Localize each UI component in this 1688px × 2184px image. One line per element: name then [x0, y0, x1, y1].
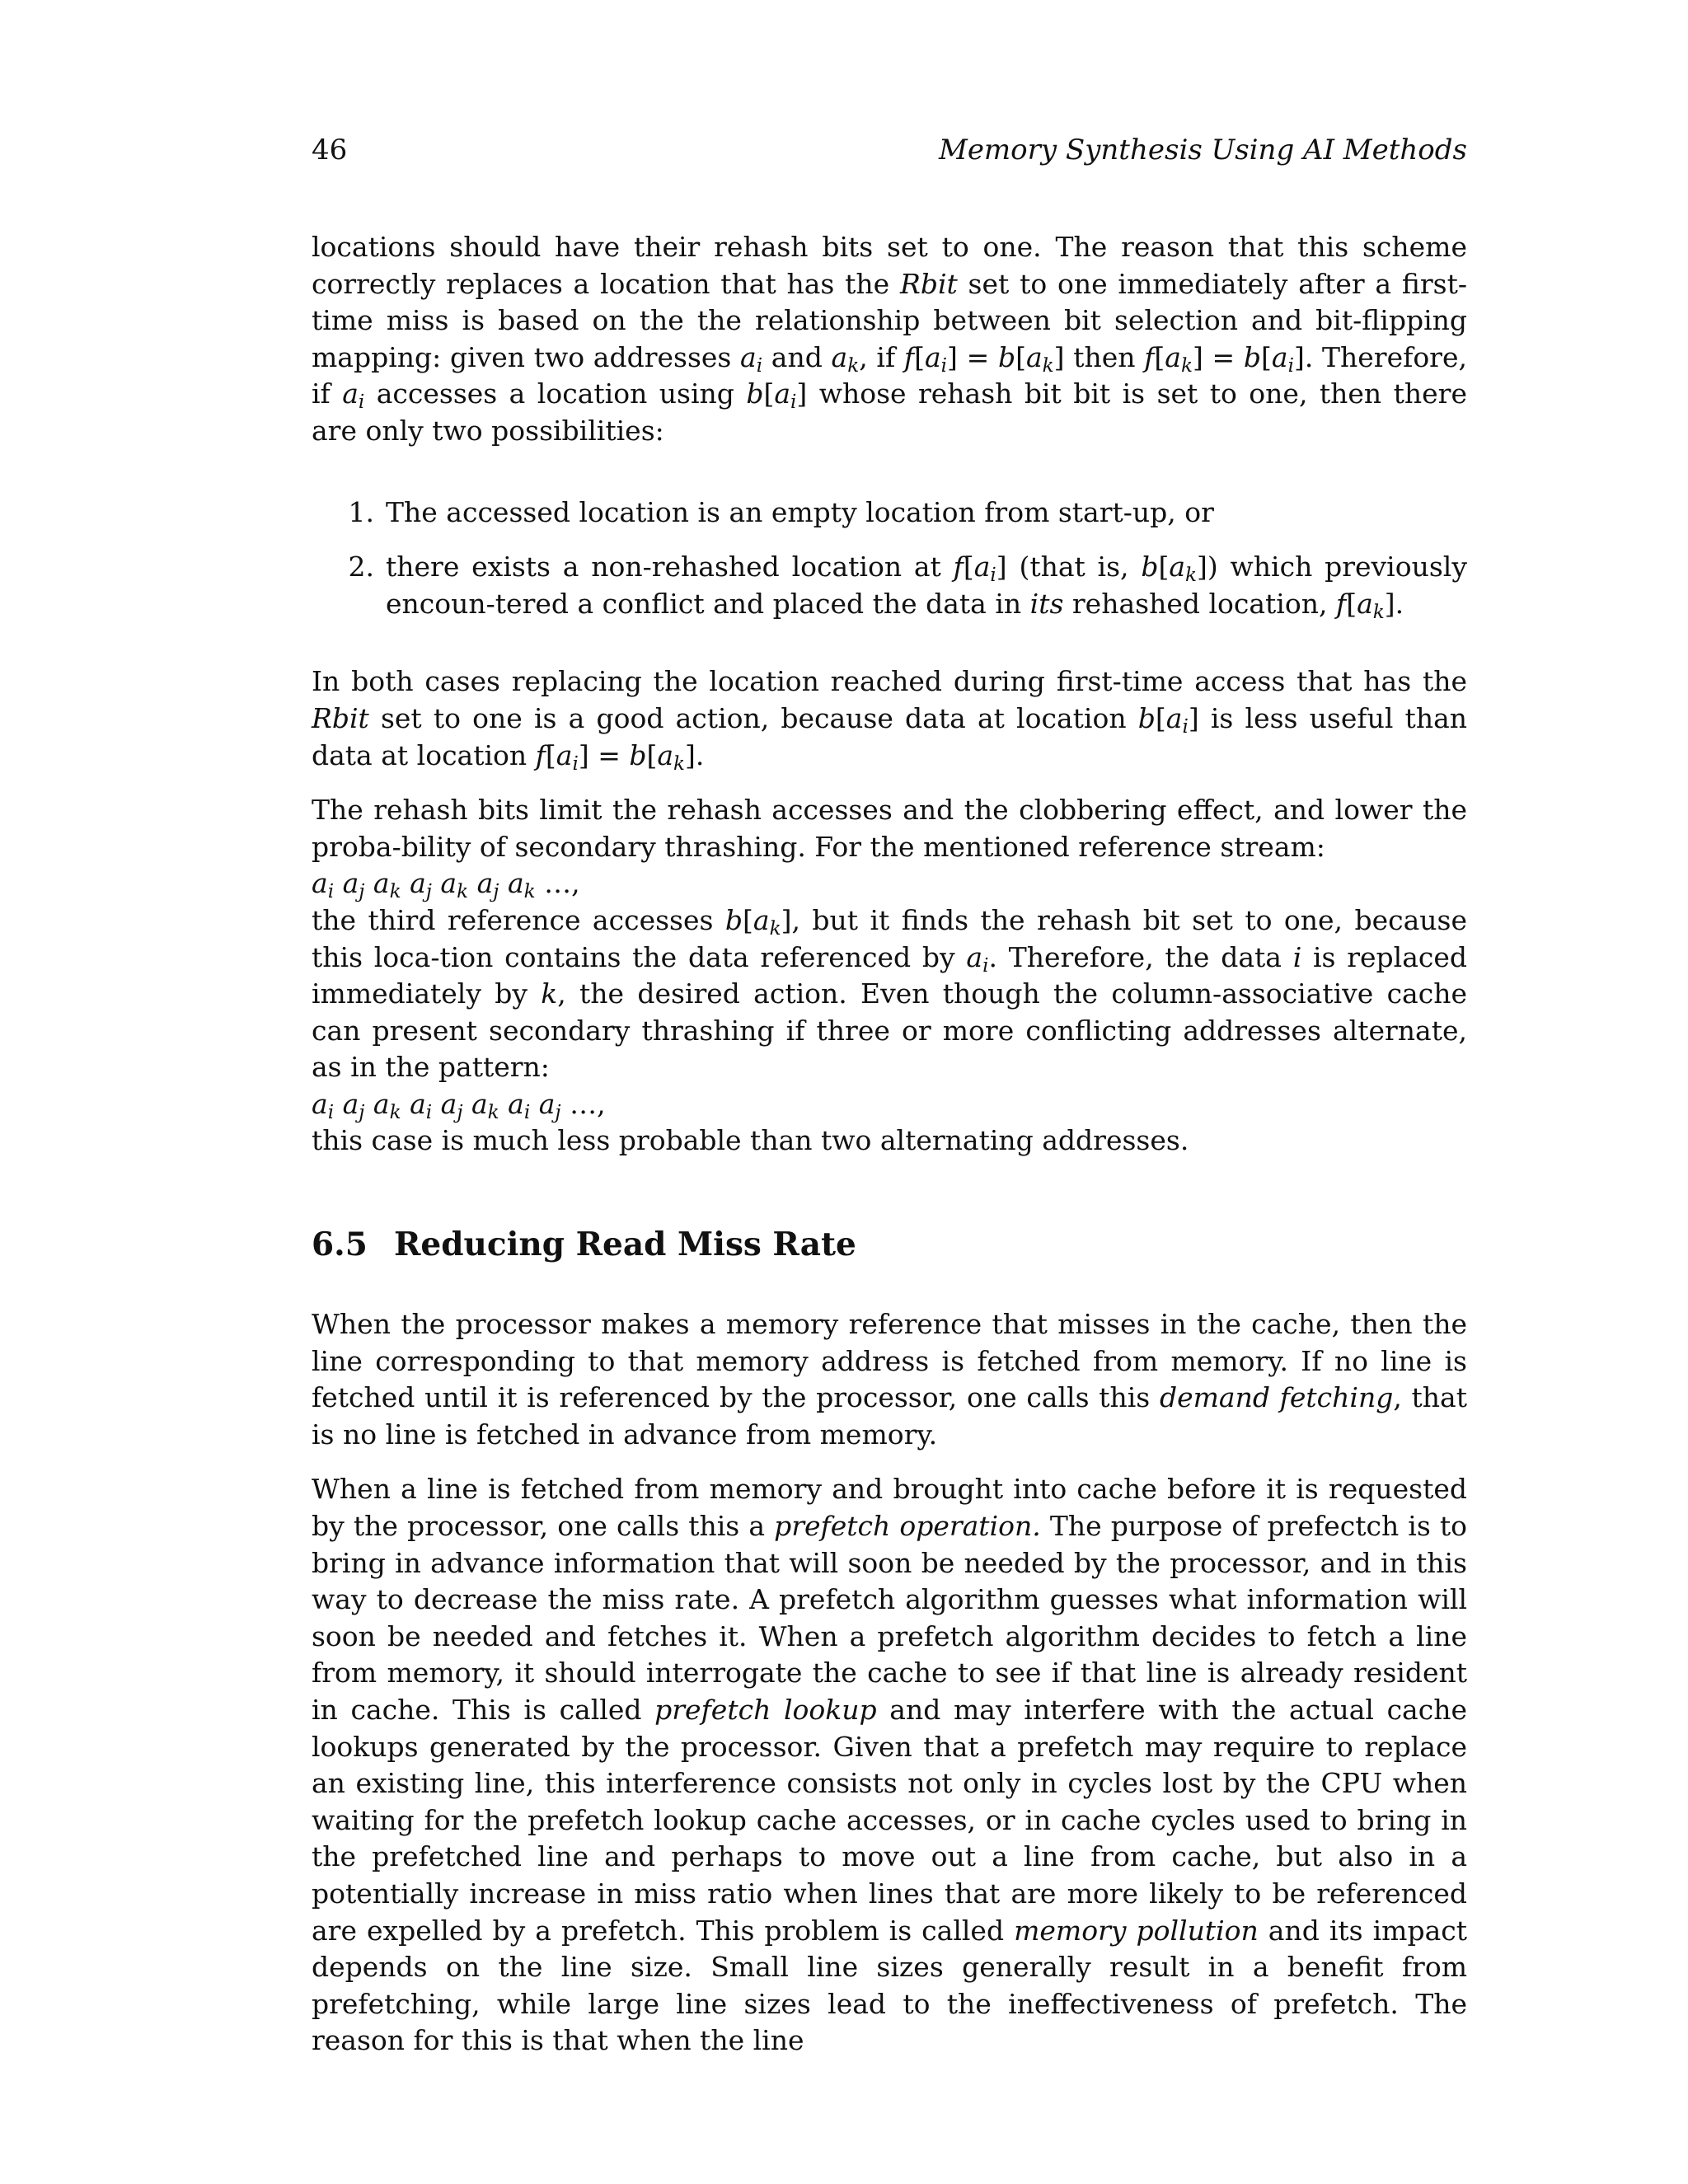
section-title: Reducing Read Miss Rate — [394, 1226, 856, 1264]
reference-stream-1: $a_i$ $a_j$ $a_k$ $a_j$ $a_k$ $a_j$ $a_k$ …, — [312, 867, 580, 903]
page-header — [312, 132, 1467, 168]
reference-stream-2: $a_i$ $a_j$ $a_k$ $a_i$ $a_j$ $a_k$ $a_i$ $a_j$ …, — [312, 1087, 606, 1123]
running-title: Memory Synthesis Using AI Methods — [939, 134, 1467, 166]
page-number: 46 — [312, 134, 348, 166]
paragraph-rehash-bits: The rehash bits limit the rehash accesses and the clobbering effect, and lower the proba-bility of secondary thrashing. For the mentioned reference stream: $a_i$ $a_j$ $a_k$ $a_j$ $a_k$ $a_j$ $a_k$ …, the third reference accesses $b[a_k]$, but it finds the rehash bit set to one, because this loca-tion contains the data referenced by $a_i$. Therefore, the data i is replaced immediately by k, the desired action. Even though the column-associative cache can present secondary thrashing if three or more conflicting addresses alternate, as in the pattern: $a_i$ $a_j$ $a_k$ $a_i$ $a_j$ $a_k$ $a_i$ $a_j$ …, this case is much less probable than two alternating addresses. — [312, 794, 1468, 1157]
section-heading — [312, 1224, 1467, 1265]
body-text — [312, 229, 1467, 2078]
list-item: 2. there exists a non-rehashed location at $f[a_i]$ (that is, $b[a_k]$) which previously encoun-tered a conflict and placed the data in its rehashed location, $f[a_k]$. — [348, 551, 1467, 623]
list-item: 1. The accessed location is an empty location from start-up, or — [348, 495, 1214, 528]
paragraph-both-cases: In both cases replacing the location reached during first-time access that has the Rbit set to one is a good action, because data at location $b[a_i]$ is less useful than data at location $f[a_i] = b[a_k]$. — [312, 665, 1467, 775]
paragraph-rehash-scheme: locations should have their rehash bits set to one. The reason that this scheme correctly replaces a location that has the Rbit set to one immediately after a first-time miss is based on the the relationship between bit selection and bit-flipping mapping: given two addresses $a_i$ and $a_k$, if $f[a_i] = b[a_k]$ then $f[a_k] = b[a_i]$. Therefore, if $a_i$ accesses a location using $b[a_i]$ whose rehash bit bit is set to one, then there are only two possibilities: — [312, 231, 1468, 447]
paragraph-demand-fetching: When the processor makes a memory reference that misses in the cache, then the line corresponding to that memory address is fetched from memory. If no line is fetched until it is referenced by the processor, one calls this demand fetching, that is no line is fetched in advance from memory. — [312, 1308, 1467, 1451]
section-number: 6.5 — [312, 1226, 368, 1264]
possibilities-list — [312, 494, 1467, 623]
paragraph-prefetch: When a line is fetched from memory and brought into cache before it is requested by the processor, one calls this a prefetch operation. The purpose of prefectch is to bring in advance information that will soon be needed by the processor, and in this way to decrease the miss rate. A prefetch algorithm guesses what information will soon be needed and fetches it. When a prefetch algorithm decides to fetch a line from memory, it should interrogate the cache to see if that line is already resident in cache. This is called prefetch lookup and may interfere with the actual cache lookups generated by the processor. Given that a prefetch may require to replace an existing line, this interference consists not only in cycles lost by the CPU when waiting for the prefetch lookup cache accesses, or in cache cycles used to bring in the prefetched line and perhaps to move out a line from cache, but also in a potentially increase in miss ratio when lines that are more likely to be referenced are expelled by a prefetch. This problem is called memory pollution and its impact depends on the line size. Small line sizes generally result in a benefit from prefetching, while large line sizes lead to the ineffectiveness of prefetch. The reason for this is that when the line — [312, 1473, 1467, 2057]
